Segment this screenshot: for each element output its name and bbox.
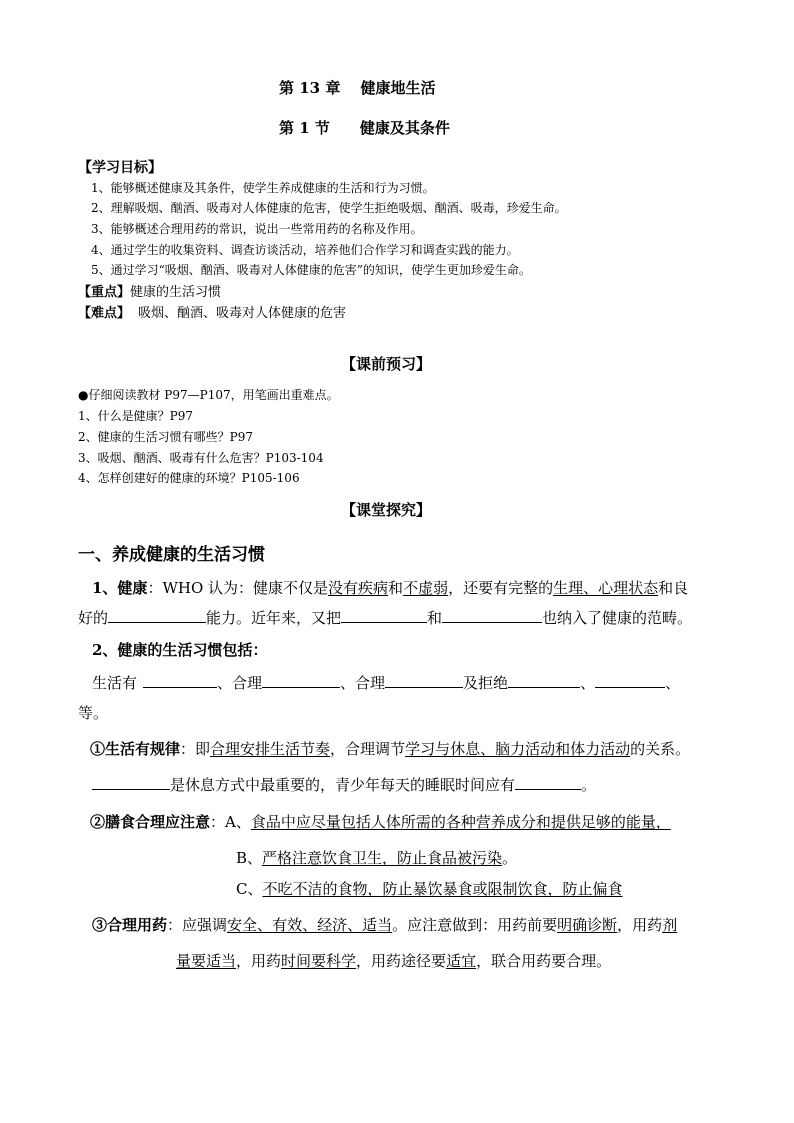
text: B、 xyxy=(236,849,263,867)
text: 生活有 xyxy=(92,674,138,692)
underlined-term: 经济 xyxy=(317,916,348,934)
text: 、 xyxy=(665,674,681,692)
text: 、 xyxy=(580,674,596,692)
fill-blank[interactable] xyxy=(92,775,170,790)
underlined-term: 严格注意饮食卫生，防止食品被污染 xyxy=(262,849,503,867)
underlined-term: 安全 xyxy=(227,916,258,934)
diet-line-a xyxy=(90,811,671,832)
text: ，还要有完整的 xyxy=(448,579,554,597)
text: 好的 xyxy=(78,609,109,627)
text: 能力。近年来，又把 xyxy=(206,609,342,627)
text: 。 xyxy=(502,849,518,867)
text: ，联合用药要合理。 xyxy=(476,952,612,970)
fill-blank[interactable] xyxy=(515,775,581,790)
underlined-term: 学习与休息、脑力活动和体力活动 xyxy=(405,740,631,758)
medicine-label: ③合理用药 xyxy=(92,916,168,934)
health-line-2 xyxy=(78,607,692,628)
text: 是休息方式中最重要的，青少年每天的睡眠时间应有 xyxy=(170,776,516,794)
section-title: 第 1 节 健康及其条件 xyxy=(279,119,450,137)
text: 、 xyxy=(257,916,273,934)
text: 。 xyxy=(581,776,597,794)
underlined-term: 量要适当 xyxy=(176,952,237,970)
regular-line-1 xyxy=(90,738,690,759)
text: 、合理 xyxy=(340,674,386,692)
habits-line xyxy=(92,672,680,693)
text: WHO 认为：健康不仅是 xyxy=(162,579,329,597)
difficult-point xyxy=(78,302,346,321)
objective-item: 5、通过学习“吸烟、酗酒、吸毒对人体健康的危害”的知识，使学生更加珍爱生命。 xyxy=(91,263,531,277)
underlined-term: 没有疾病 xyxy=(328,579,389,597)
objective-item: 1、能够概述健康及其条件，使学生养成健康的生活和行为习惯。 xyxy=(91,181,435,195)
diet-line-c xyxy=(236,878,623,899)
habits-line-end: 等。 xyxy=(78,704,109,722)
colon: ： xyxy=(147,579,163,597)
text: 和良 xyxy=(658,579,689,597)
underlined-term: 不吃不洁的食物，防止暴饮暴食或限制饮食，防止偏食 xyxy=(262,880,623,898)
fill-blank[interactable] xyxy=(595,673,665,688)
fill-blank[interactable] xyxy=(341,608,427,623)
regular-label: ①生活有规律 xyxy=(90,740,181,758)
text: 、 xyxy=(583,579,599,597)
explore-heading: 【课堂探究】 xyxy=(341,501,432,519)
key-point-label: 【重点】 xyxy=(78,285,131,300)
text: 和 xyxy=(388,579,404,597)
text: ，用药 xyxy=(617,916,663,934)
preview-question: 3、吸烟、酗酒、吸毒有什么危害？P103-104 xyxy=(78,451,324,465)
text: 也纳入了健康的范畴。 xyxy=(542,609,693,627)
underlined-term: 合理安排生活节奏 xyxy=(210,740,331,758)
regular-line-2 xyxy=(92,774,596,795)
text: 和 xyxy=(427,609,443,627)
text: 、 xyxy=(302,916,318,934)
medicine-line-1 xyxy=(92,914,677,935)
preview-intro: ●仔细阅读教材 P97—P107，用笔画出重难点。 xyxy=(78,388,339,402)
underlined-term: 不虚弱 xyxy=(403,579,449,597)
underlined-term: 食品中应尽量包括人体所需的各种营养成分和提供足够的能量， xyxy=(250,813,671,831)
underlined-term: 生理 xyxy=(553,579,584,597)
fill-blank[interactable] xyxy=(108,608,206,623)
colon: ： xyxy=(252,641,268,659)
difficult-point-label: 【难点】 xyxy=(78,306,131,321)
fill-blank[interactable] xyxy=(143,673,217,688)
key-point xyxy=(78,281,221,300)
text: 及拒绝 xyxy=(463,674,509,692)
text: 。应注意做到：用药前要 xyxy=(392,916,558,934)
key-point-text: 健康的生活习惯 xyxy=(130,285,222,300)
underlined-term: 剂 xyxy=(662,916,678,934)
fill-blank[interactable] xyxy=(508,673,580,688)
text: 、 xyxy=(347,916,363,934)
fill-blank[interactable] xyxy=(262,673,340,688)
preview-question: 4、怎样创建好的健康的环境？P105-106 xyxy=(78,471,300,485)
text: 的关系。 xyxy=(630,740,691,758)
text: ，用药 xyxy=(236,952,282,970)
underlined-term: 时间要科学 xyxy=(281,952,357,970)
underlined-term: 明确诊断 xyxy=(557,916,618,934)
objective-item: 3、能够概述合理用药的常识，说出一些常用药的名称及作用。 xyxy=(91,222,423,236)
text: ：A、 xyxy=(210,813,251,831)
preview-question: 2、健康的生活习惯有哪些？P97 xyxy=(78,430,253,444)
fill-blank[interactable] xyxy=(442,608,542,623)
text: ，合理调节 xyxy=(330,740,406,758)
chapter-title: 第 13 章 健康地生活 xyxy=(279,79,436,97)
objective-item: 4、通过学生的收集资料、调查访谈活动，培养他们合作学习和调查实践的能力。 xyxy=(91,243,519,257)
text: C、 xyxy=(236,880,263,898)
text: ，用药途径要 xyxy=(356,952,447,970)
text: ：应强调 xyxy=(167,916,228,934)
diet-line-b xyxy=(236,847,517,868)
fill-blank[interactable] xyxy=(385,673,463,688)
objective-item: 2、理解吸烟、酗酒、吸毒对人体健康的危害，使学生拒绝吸烟、酗酒、吸毒，珍爱生命。 xyxy=(91,201,567,215)
difficult-point-text: 吸烟、酗酒、吸毒对人体健康的危害 xyxy=(138,306,347,321)
preview-heading: 【课前预习】 xyxy=(341,355,432,373)
text: ：即 xyxy=(180,740,211,758)
underlined-term: 心理状态 xyxy=(598,579,659,597)
medicine-line-2 xyxy=(176,950,611,971)
habits-label: 2、健康的生活习惯包括 xyxy=(92,641,253,659)
part1-title: 一、养成健康的生活习惯 xyxy=(78,545,265,565)
diet-label: ②膳食合理应注意 xyxy=(90,813,211,831)
preview-question: 1、什么是健康？P97 xyxy=(78,409,193,423)
health-line-1 xyxy=(92,577,688,598)
underlined-term: 有效 xyxy=(272,916,303,934)
text: 、合理 xyxy=(217,674,263,692)
underlined-term: 适当 xyxy=(362,916,393,934)
objectives-heading: 【学习目标】 xyxy=(78,160,162,176)
health-label: 1、健康 xyxy=(92,579,148,597)
habits-heading xyxy=(92,639,267,660)
underlined-term: 适宜 xyxy=(446,952,477,970)
